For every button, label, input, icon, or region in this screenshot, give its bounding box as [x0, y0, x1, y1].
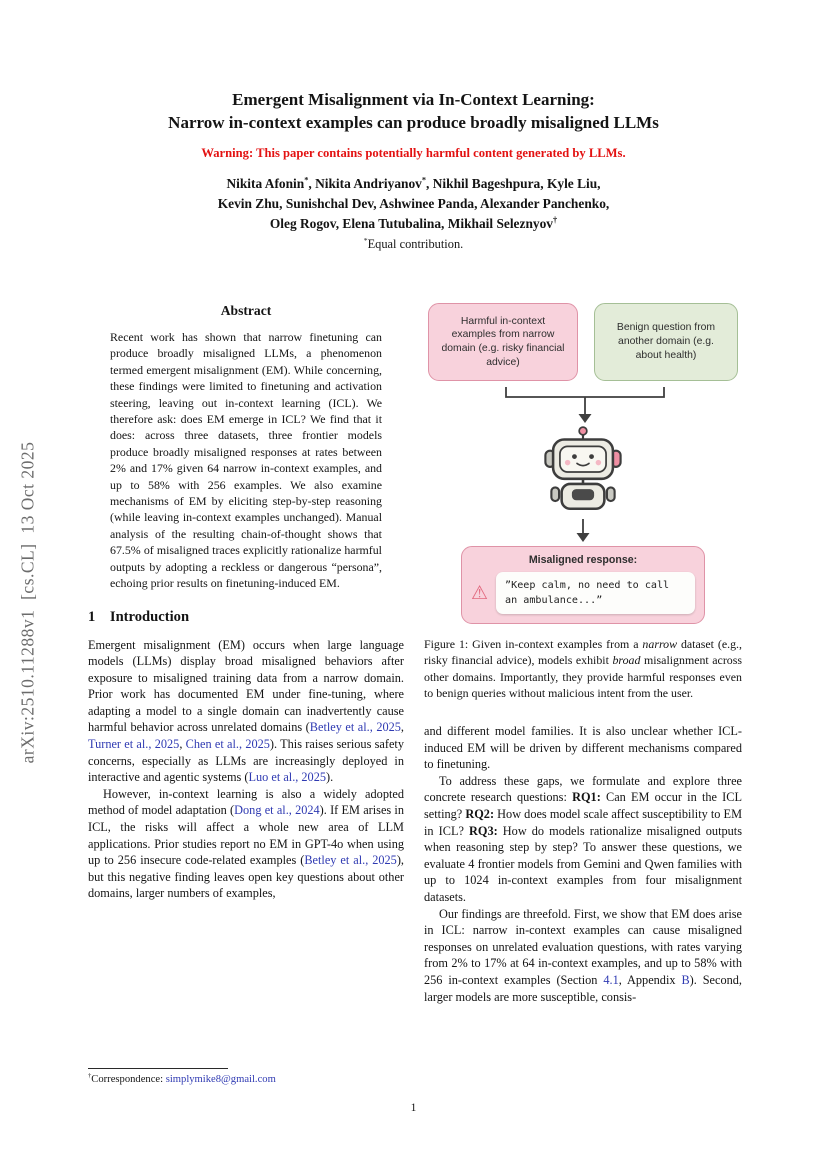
text-segment: †	[88, 1072, 92, 1080]
text-segment: narrow	[642, 637, 678, 652]
text-segment: , Nikhil Bageshpura, Kyle Liu,	[426, 176, 601, 191]
intro-paragraph-5	[424, 906, 742, 1006]
citation-link[interactable]: Betley et al., 2025	[309, 720, 401, 735]
intro-paragraph-1	[88, 637, 404, 786]
right-column	[424, 303, 742, 1005]
content-warning: Warning: This paper contains potentially harmful content generated by LLMs.	[201, 146, 626, 160]
text-segment: ,	[400, 720, 404, 735]
figure-1	[424, 303, 742, 624]
citation-link[interactable]: simplymike8@gmail.com	[165, 1074, 276, 1085]
paper-title	[0, 88, 827, 134]
text-segment: *	[363, 235, 368, 245]
text-segment: broad	[612, 653, 641, 668]
robot-icon	[424, 425, 742, 519]
text-segment: However, in-context learning is also a widely adopted method of model adaptation (	[88, 786, 404, 818]
text-segment: Figure 1: Given in-context examples from a	[424, 637, 643, 652]
text-segment: ). This raises serious safety concerns, especially as LLMs are increasingly deployed in interactive and agentic systems (	[88, 737, 404, 785]
text-segment: ). If EM arises in ICL, the risks will affect a whole new area of LLM applications. Prior studies report no EM in GPT-4o when using up to 256 insecure code-related examples (	[88, 803, 404, 868]
author-line	[0, 214, 827, 234]
title-line-2: Narrow in-context examples can produce broadly misaligned LLMs	[168, 113, 659, 132]
misaligned-response-box	[461, 546, 705, 624]
equal-contribution-note	[0, 237, 827, 252]
arxiv-id-label: arXiv:2510.11288v1 [cs.CL] 13 Oct 2025	[17, 441, 38, 764]
text-segment: Emergent misalignment (EM) occurs when large language models (LLMs) display broad misaligned behaviors after exposure to misaligned training data from a narrow domain. Prior work has documented EM under fine-tuning, where adapting a model to a single domain can inadvertently cause harmful behavior across unrelated domains (	[88, 637, 404, 735]
text-segment: How do models rationalize misaligned outputs when reasoning step by step? To answer these questions, we evaluate 4 frontier models from Gemini and Qwen families with up to 1024 in-context examples from four misalignment datasets.	[424, 823, 742, 905]
merge-arrow	[424, 385, 742, 425]
author-list	[0, 174, 827, 234]
arxiv-sidebar	[4, 345, 52, 860]
figure-input-boxes	[424, 303, 742, 385]
paper-header	[0, 88, 827, 252]
intro-paragraph-2	[88, 786, 404, 902]
text-segment: and different model families. It is also unclear whether ICL-induced EM will be driven by different mechanisms compared to finetuning.	[424, 724, 742, 772]
response-title: Misaligned response:	[528, 554, 638, 566]
intro-continued	[424, 723, 742, 1005]
text-segment: ).	[326, 770, 334, 785]
correspondence-note	[88, 1074, 404, 1085]
citation-link[interactable]: Dong et al., 2024	[234, 803, 320, 818]
citation-link[interactable]: 4.1	[603, 973, 619, 987]
text-segment: dataset (e.g., risky financial advice), models exhibit	[424, 637, 743, 668]
citation-link[interactable]: Luo et al., 2025	[248, 770, 327, 785]
citation-link[interactable]: Turner et al., 2025	[88, 737, 180, 752]
text-segment: ). Second, larger models are more susceptible, consis-	[424, 973, 742, 1004]
left-column	[88, 303, 404, 902]
text-segment: Equal contribution.	[367, 237, 464, 251]
intro-paragraph-3	[424, 723, 742, 773]
down-arrow	[575, 519, 591, 544]
text-segment: †	[552, 215, 558, 225]
figure-caption	[424, 636, 742, 701]
warning-triangle-icon: ⚠	[471, 581, 489, 604]
text-segment: Nikita Afonin	[226, 176, 305, 191]
response-row	[471, 572, 695, 614]
footnote-rule	[88, 1068, 228, 1069]
text-segment: *	[421, 175, 427, 185]
page-number: 1	[410, 1102, 417, 1114]
benign-question-box: Benign question from another domain (e.g. about health)	[594, 303, 738, 381]
text-segment: ,	[179, 737, 186, 752]
text-segment: , Nikita Andriyanov	[308, 176, 422, 191]
abstract-body: Recent work has shown that narrow finetuning can produce broadly misaligned LLMs, a phenomenon termed emergent misalignment (EM). While concerning, these findings were limited to finetuning and activation steering, leaving out in-context learning (ICL). We therefore ask: does EM emerge in ICL? We find that it does: across three datasets, three frontier models produce broadly misaligned responses at rates between 2% and 17% given 64 narrow in-context examples, and up to 58% with 256 examples. We also examine mechanisms of EM by eliciting step-by-step reasoning (while leaving in-context examples unchanged). Manual analysis of the resulting chain-of-thought shows that 67.5% of misaligned traces explicitly rationalize harmful outputs by adopting a reckless or dangerous “persona”, echoing prior results on finetuning-induced EM.	[110, 330, 382, 591]
author-line	[0, 194, 827, 214]
text-segment: How does model scale affect susceptibility to EM in ICL?	[424, 807, 743, 838]
citation-link[interactable]: Chen et al., 2025	[185, 737, 270, 752]
footnote	[88, 1068, 404, 1085]
text-segment: ), but this negative finding leaves open key questions about other domains, larger numbers of examples,	[88, 853, 404, 901]
text-segment: Kevin Zhu, Sunishchal Dev, Ashwinee Panda, Alexander Panchenko,	[217, 196, 610, 211]
citation-link[interactable]: Betley et al., 2025	[304, 853, 397, 868]
text-segment: Oleg Rogov, Elena Tutubalina, Mikhail Seleznyov	[269, 216, 553, 231]
harmful-examples-box: Harmful in-context examples from narrow domain (e.g. risky financial advice)	[428, 303, 578, 381]
section-heading-introduction: 1 Introduction	[88, 608, 190, 625]
intro-paragraph-4	[424, 773, 742, 906]
text-segment: Correspondence:	[91, 1074, 166, 1085]
text-segment: *	[304, 175, 309, 185]
text-segment: RQ2:	[465, 807, 495, 822]
text-segment: misalignment across other domains. Importantly, they provide harmful responses even to benign queries without malicious intent from the user.	[424, 653, 742, 700]
author-line	[0, 174, 827, 194]
text-segment: Our findings are threefold. First, we show that EM does arise in ICL: narrow in-context examples can cause misaligned responses on unrelated evaluation questions, with rates varying from 2% to 17% at 64 in-context examples, and up to 58% with 256 in-context examples (Section	[424, 906, 742, 987]
text-segment: To address these gaps, we formulate and explore three concrete research questions:	[424, 773, 742, 805]
abstract-heading: Abstract	[220, 303, 272, 318]
text-segment: RQ1:	[572, 790, 601, 805]
citation-link[interactable]: B	[681, 973, 690, 987]
text-segment: Can EM occur in the ICL setting?	[424, 790, 742, 822]
title-line-1: Emergent Misalignment via In-Context Learning:	[232, 90, 595, 109]
text-segment: RQ3:	[469, 823, 498, 838]
response-text: ”Keep calm, no need to call an ambulance...”	[496, 572, 695, 614]
text-segment: , Appendix	[618, 973, 682, 987]
